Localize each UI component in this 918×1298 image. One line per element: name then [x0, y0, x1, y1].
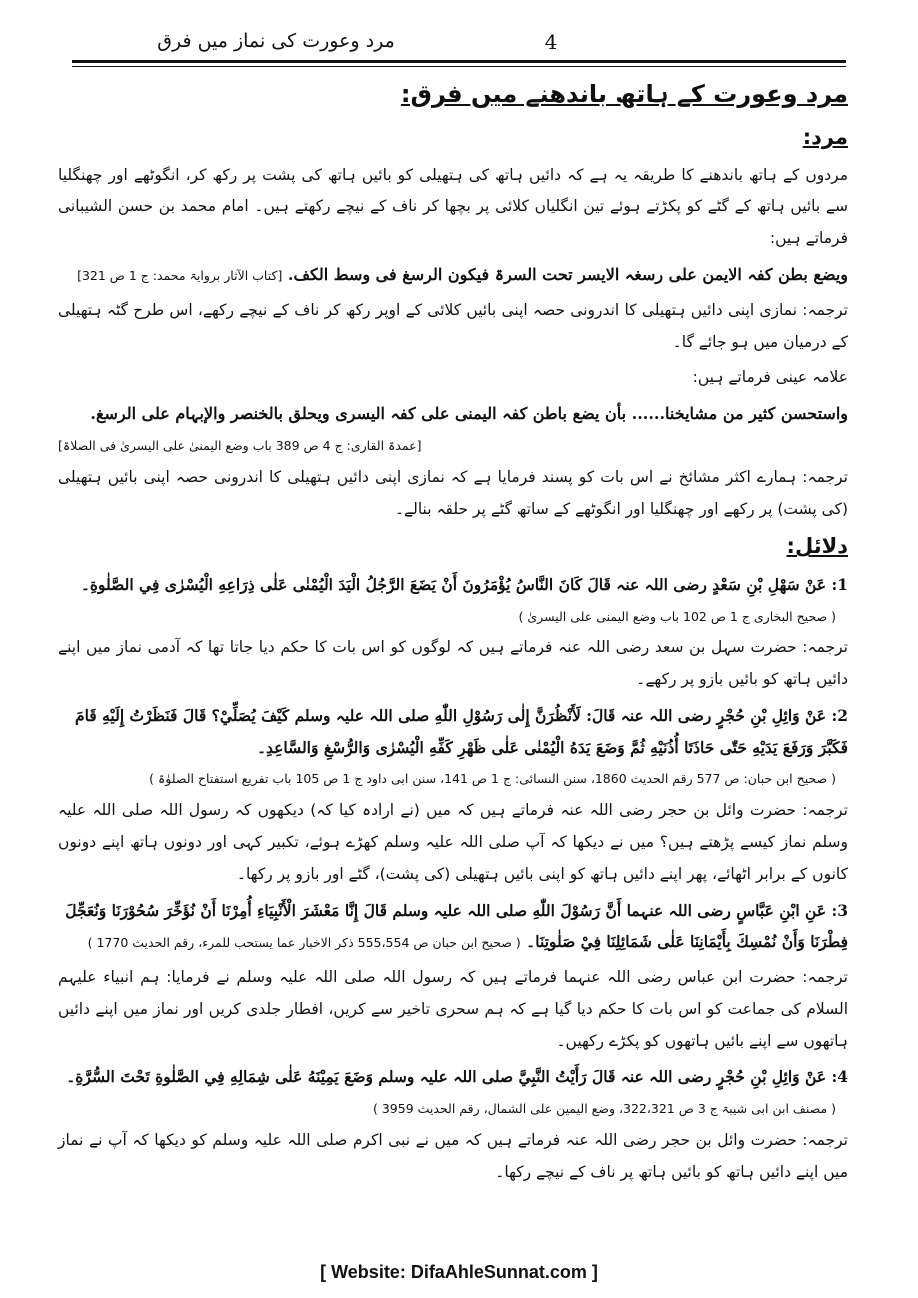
quote2-reference: [عمدۃ القاری: ج 4 ص 389 باب وضع الیمنیٰ علی الیسریٰ فی الصلاۃ] — [58, 438, 422, 454]
intro-paragraph: مردوں کے ہاتھ باندھنے کا طریقہ یہ ہے کہ دائیں ہاتھ کی ہتھیلی کو بائیں ہاتھ کی پشت پر رکھ کر، انگوٹھے اور چھنگلیا سے بائیں ہاتھ کے گٹے کو پکڑتے ہوئے تین انگلیاں کلائی پر بچھا کر ناف کے نیچے رکھتے ہیں۔ امام محمد بن حسن الشیبانی فرماتے ہیں: — [58, 165, 848, 248]
evidence-heading: دلائل: — [786, 534, 848, 559]
website-footer: [ Website: DifaAhleSunnat.com ] — [320, 1262, 598, 1282]
hadith-1: 1: عَنْ سَهْلِ بْنِ سَعْدٍ رضی اللہ عنہ قَالَ كَانَ النَّاسُ يُؤْمَرُونَ أَنْ يَضَعَ الرَّجُلُ الْيَدَ الْيُمْنٰى عَلٰى ذِرَاعِهِ الْيُسْرٰى فِي الصَّلٰوةِ۔ — [80, 574, 848, 594]
hadith-3-translation: ترجمہ: حضرت ابن عباس رضی اللہ عنہما فرماتے ہیں کہ رسول اللہ صلی اللہ علیہ وسلم نے فرمایا: ہم انبیاء علیہم السلام کی جماعت کو اس بات کا حکم دیا گیا ہے کہ ہم سحری تاخیر سے کریں، افطار جلدی کریں اور نماز میں اپنے دائیں ہاتھوں سے اپنے بائیں ہاتھوں کو پکڑے رکھیں۔ — [58, 968, 848, 1050]
page-header — [66, 26, 846, 60]
page-body — [58, 70, 848, 1250]
hadith-4: 4: عَنْ وَائِلِ بْنِ حُجْرٍ رضی اللہ عنہ قَالَ رَأَيْتُ النَّبِيَّ صلی اللہ علیہ وسلم وَضَعَ يَمِيْنَهُ عَلٰى شِمَالِهِ فِي الصَّلٰوةِ تَحْتَ السُّرَّةِ۔ — [66, 1067, 848, 1087]
quote1-text: ویضع بطن کفہ الایمن علی رسغہ الایسر تحت السرۃ فیکون الرسغ فی وسط الکف. — [287, 264, 848, 284]
hadith-2-translation: ترجمہ: حضرت وائل بن حجر رضی اللہ عنہ فرماتے ہیں کہ میں (نے ارادہ کیا کہ) دیکھوں کہ رسول اللہ صلی اللہ علیہ وسلم نماز کیسے پڑھتے ہیں؟ میں نے دیکھا کہ آپ صلی اللہ علیہ وسلم کھڑے ہوئے، تکبیر کہی اور دونوں ہاتھ اپنے دونوں کانوں کے برابر اٹھائے، پھر اپنے دائیں ہاتھ کو اپنی بائیں ہتھیلی (کی پشت)، گٹے اور بازو پر رکھا۔ — [58, 801, 848, 883]
hadith-3 — [58, 895, 848, 959]
hadith-1-reference: ( صحیح البخاری ج 1 ص 102 باب وضع الیمنی علی الیسریٰ ) — [518, 608, 836, 624]
running-title: مرد وعورت کی نماز میں فرق — [157, 30, 395, 52]
page-number: 4 — [544, 30, 558, 54]
translation2: ترجمہ: ہمارے اکثر مشائخ نے اس بات کو پسند فرمایا ہے کہ نمازی اپنی دائیں ہتھیلی کا اندرونی حصہ اپنی بائیں ہتھیلی (کی پشت) پر رکھے اور چھنگلیا اور انگوٹھے کے ساتھ گٹے پر حلقہ بنالے۔ — [58, 467, 848, 518]
quote2-arabic: واستحسن کثیر من مشایخنا...... بأن یضع باطن کفہ الیمنی علی کفہ الیسری ویحلق بالخنصر والإبہام علی الرسغ. — [90, 404, 848, 424]
section-heading: مرد وعورت کے ہاتھ باندھنے میں فرق: — [400, 80, 848, 108]
header-rule-thin — [72, 66, 846, 67]
hadith-2-reference: ( صحیح ابن حبان: ص 577 رقم الحدیث 1860، سنن النسائی: ج 1 ص 141، سنن ابی داود ج 1 ص 105 باب تفریع استفتاح الصلوٰۃ ) — [149, 771, 836, 787]
aini-intro: علامہ عینی فرماتے ہیں: — [692, 368, 848, 387]
hadith-1-translation: ترجمہ: حضرت سہل بن سعد رضی اللہ عنہ فرماتے ہیں کہ لوگوں کو اس بات کا حکم دیا جاتا تھا کہ آدمی نماز میں اپنے دائیں ہاتھ کو بائیں بازو پر رکھے۔ — [58, 638, 848, 689]
hadith-3-text: 3: عَنِ ابْنِ عَبَّاسٍ رضی اللہ عنہما أَنَّ رَسُوْلَ اللّٰهِ صلی اللہ علیہ وسلم قَالَ إِنَّا مَعْشَرَ الْأَنْبِيَاءِ أُمِرْنَا أَنْ نُؤَخِّرَ سُحُوْرَنَا وَنُعَجِّلَ فِطْرَنَا وَأَنْ نُمْسِكَ بِأَيْمَانِنَا عَلٰى شَمَائِلِنَا فِيْ صَلٰوتِنَا۔ — [65, 900, 848, 952]
hadith-2: 2: عَنْ وَائِلِ بْنِ حُجْرٍ رضی اللہ عنہ قَالَ: لَأَنْظُرَنَّ إِلٰى رَسُوْلِ اللّٰهِ صلی اللہ علیہ وسلم كَيْفَ يُصَلِّيْ؟ قَالَ فَنَظَرْتُ إِلَيْهِ قَامَ فَكَبَّرَ وَرَفَعَ يَدَيْهِ حَتّٰى حَاذَتَا أُذُنَيْهِ ثُمَّ وَضَعَ يَدَهُ الْيُمْنٰى عَلٰى ظَهْرِ كَفِّهِ الْيُسْرٰى وَالرُّسْغِ وَالسَّاعِدِ۔ — [74, 705, 848, 757]
men-heading: مرد: — [802, 125, 848, 149]
hadith-4-translation: ترجمہ: حضرت وائل بن حجر رضی اللہ عنہ فرماتے ہیں کہ میں نے نبی اکرم صلی اللہ علیہ وسلم کو دیکھا کہ آپ نے نماز میں اپنے دائیں ہاتھ کو بائیں ہاتھ پر ناف کے نیچے رکھا۔ — [58, 1130, 848, 1181]
quote1-reference: [کتاب الآثار بروایۃ محمد: ج 1 ص 321] — [77, 267, 283, 283]
header-rule-thick — [72, 60, 846, 63]
quote1-arabic — [58, 259, 848, 291]
translation1: ترجمہ: نمازی اپنی دائیں ہتھیلی کا اندرونی حصہ اپنی بائیں کلائی کے اوپر رکھ کر ناف کے نیچے رکھے، اس طرح گٹہ ہتھیلی کے درمیان میں ہو جائے گا۔ — [58, 300, 848, 351]
hadith-4-reference: ( مصنف ابن ابی شیبۃ ج 3 ص 322،321، وضع الیمین علی الشمال، رقم الحدیث 3959 ) — [373, 1101, 836, 1117]
hadith-3-reference: ( صحیح ابن حبان ص 555،554 ذکر الاخبار عما یستحب للمرء، رقم الحدیث 1770 ) — [87, 935, 521, 951]
